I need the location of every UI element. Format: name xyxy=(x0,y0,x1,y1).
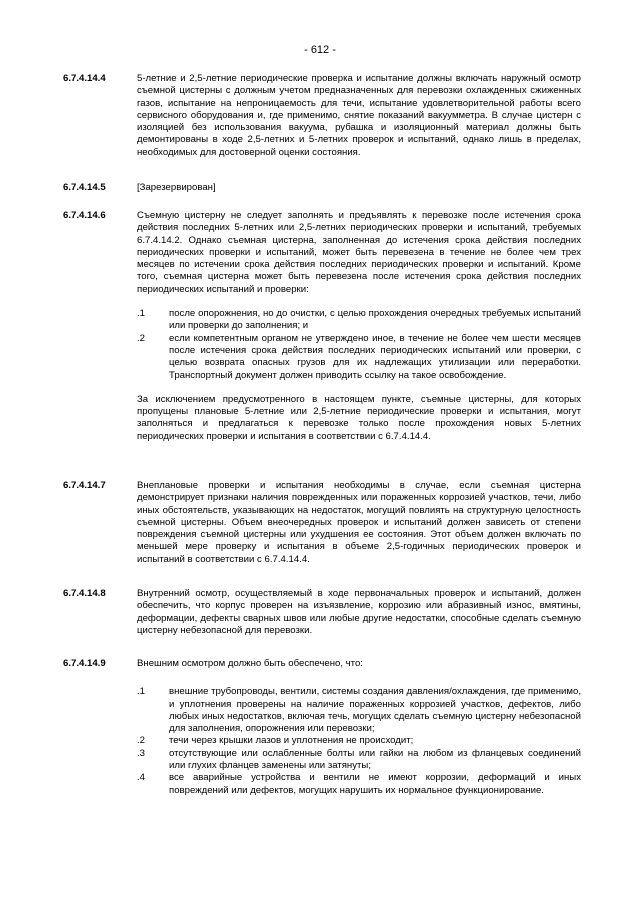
item-text: течи через крышки лазов и уплотнения не происходит; xyxy=(169,735,414,747)
section-text: Внешним осмотром должно быть обеспечено, что: xyxy=(137,658,363,669)
list-item xyxy=(137,333,581,382)
item-text: внешние трубопроводы, вентили, системы создания давления/охлаждения, где применимо, и уплотнения проверены на наличие пораженных коррозией участков, дефектов, либо любых иных недостатков, включая течь, могущих сделать съемную цистерну небезопасной для заполнения, опорожнения или перевозки; xyxy=(169,686,581,735)
section-number: 6.7.4.14.5 xyxy=(63,182,106,193)
item-text: если компетентным органом не утверждено иное, в течение не более чем шести месяцев после истечения срока действия последних периодических испытаний или проверки, с целью возврата опасных грузов для их надлежащих утилизации или переработки. Транспортный документ должен приводить ссылку на такое освобождение. xyxy=(169,332,581,381)
item-number: .1 xyxy=(137,686,146,698)
item-number: .2 xyxy=(137,735,146,747)
section-number: 6.7.4.14.7 xyxy=(63,480,106,491)
list-item xyxy=(137,735,581,747)
list-item xyxy=(137,686,581,735)
section-number: 6.7.4.14.6 xyxy=(63,210,106,221)
section-text: [Зарезервирован] xyxy=(137,182,216,193)
list-item xyxy=(137,748,581,773)
list-item xyxy=(137,308,581,333)
section-text-2: За исключением предусмотренного в настоящем пункте, съемные цистерны, для которых пропущены плановые 5-летние или 2,5-летние периодические проверки и испытания, могут заполняться и предлагаться к перевозке только после прохождения новых 5-летних периодических проверки и испытания в соответствии с 6.7.4.14.4. xyxy=(137,393,581,442)
page-number: - 612 - xyxy=(304,44,336,56)
list-item xyxy=(137,772,581,797)
section-number: 6.7.4.14.9 xyxy=(63,658,106,669)
section-number: 6.7.4.14.8 xyxy=(63,588,106,599)
item-text: после опорожнения, но до очистки, с целью прохождения очередных требуемых испытаний или проверки до заполнения; и xyxy=(169,308,581,332)
section-text: Съемную цистерну не следует заполнять и предъявлять к перевозке после истечения срока действия последних 5-летних или 2,5-летних периодических проверки и испытаний, требуемых 6.7.4.14.2. Однако съемная цистерна, заполненная до истечения срока действия последних периодических проверки и испытаний, может быть перевезена в течение не более чем трех месяцев по истечении срока действия последних периодических проверки и испытаний. Кроме того, съемная цистерна может быть перевезена после истечения срока действия последних периодических испытаний и проверки: xyxy=(137,210,581,295)
item-text: отсутствующие или ослабленные болты или гайки на любом из фланцевых соединений или глухих фланцев заменены или затянуты; xyxy=(169,747,581,772)
item-number: .3 xyxy=(137,747,146,759)
section-number: 6.7.4.14.4 xyxy=(63,73,106,84)
section-text: 5-летние и 2,5-летние периодические проверка и испытание должны включать наружный осмотр съемной цистерны с должным учетом предназначенных для перевозки охлажденных сжиженных газов, испытание на непроницаемость для течи, испытание удовлетворительной работы всего сервисного оборудования и, где применимо, снятие показаний вакуумметра. В случае цистерн с изоляцией без использования вакуума, рубашка и изоляционный материал должны быть демонтированы в ходе 2,5-летних и 5-летних проверок и испытаний, однако лишь в пределах, необходимых для достоверной оценки состояния. xyxy=(137,73,581,158)
item-number: .4 xyxy=(137,772,146,784)
item-number: .1 xyxy=(137,308,146,320)
section-text: Внутренний осмотр, осуществляемый в ходе первоначальных проверок и испытаний, должен обеспечить, что корпус проверен на изъязвление, коррозию или абразивный износ, вмятины, деформации, дефекты сварных швов или любые другие недостатки, способные сделать съемную цистерну небезопасной для перевозки. xyxy=(137,588,581,636)
item-text: все аварийные устройства и вентили не имеют коррозии, деформаций и иных повреждений или дефектов, могущих нарушить их нормальное функционирование. xyxy=(169,772,581,796)
item-number: .2 xyxy=(137,332,146,344)
section-text: Внеплановые проверки и испытания необходимы в случае, если съемная цистерна демонстрирует признаки наличия поврежденных или пораженных коррозией участков, течи, либо иных обстоятельств, указывающих на недостаток, могущий повлиять на структурную целостность съемной цистерны. Объем внеочередных проверок и испытаний должен зависеть от степени повреждения съемной цистерны или ухудшения ее состояния. Этот объем должен включать по меньшей мере проверку и испытания в объеме 2,5-годичных периодических проверок и испытаний в соответствии с 6.7.4.14.4. xyxy=(137,480,581,565)
